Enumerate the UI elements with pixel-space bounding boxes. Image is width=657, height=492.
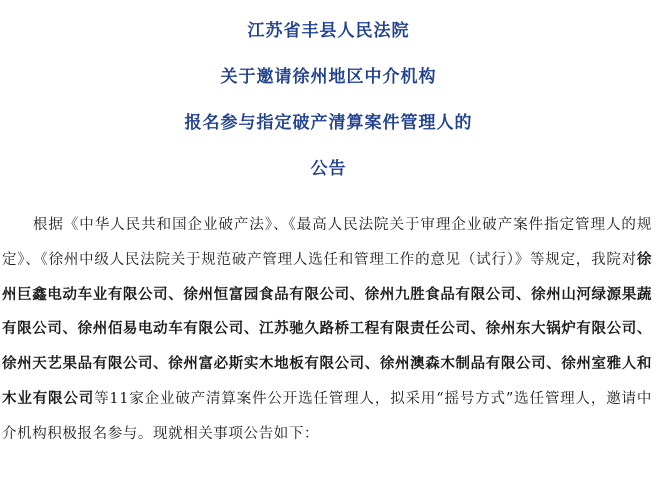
title-line-announcement: 公告 bbox=[310, 159, 347, 179]
title-line-subject: 报名参与指定破产清算案件管理人的 bbox=[184, 113, 473, 133]
title-line-invitation: 关于邀请徐州地区中介机构 bbox=[220, 67, 437, 87]
title-line-court: 江苏省丰县人民法院 bbox=[247, 21, 410, 41]
notice-body-paragraph bbox=[2, 208, 652, 452]
paragraph-lead-text: 根据《中华人民共和国企业破产法》、《最高人民法院关于审理企业破产案件指定管理人的规定》、《徐州中级人民法院关于规范破产管理人选任和管理工作的意见（试行）》等规定，我院对 bbox=[2, 217, 652, 268]
notice-title bbox=[0, 20, 657, 204]
company-list: 徐州巨鑫电动车业有限公司、徐州恒富园食品有限公司、徐州九胜食品有限公司、徐州山河绿源果蔬有限公司、徐州佰易电动车有限公司、江苏驰久路桥工程有限责任公司、徐州东大锅炉有限公司、徐州天艺果品有限公司、徐州富必斯实木地板有限公司、徐州澳森木制品有限公司、徐州室雅人和木业有限公司 bbox=[2, 250, 652, 407]
paragraph-tail-text: 等11家企业破产清算案件公开选任管理人，拟采用“摇号方式”选任管理人，邀请中介机构积极报名参与。现就相关事项公告如下： bbox=[2, 390, 652, 442]
